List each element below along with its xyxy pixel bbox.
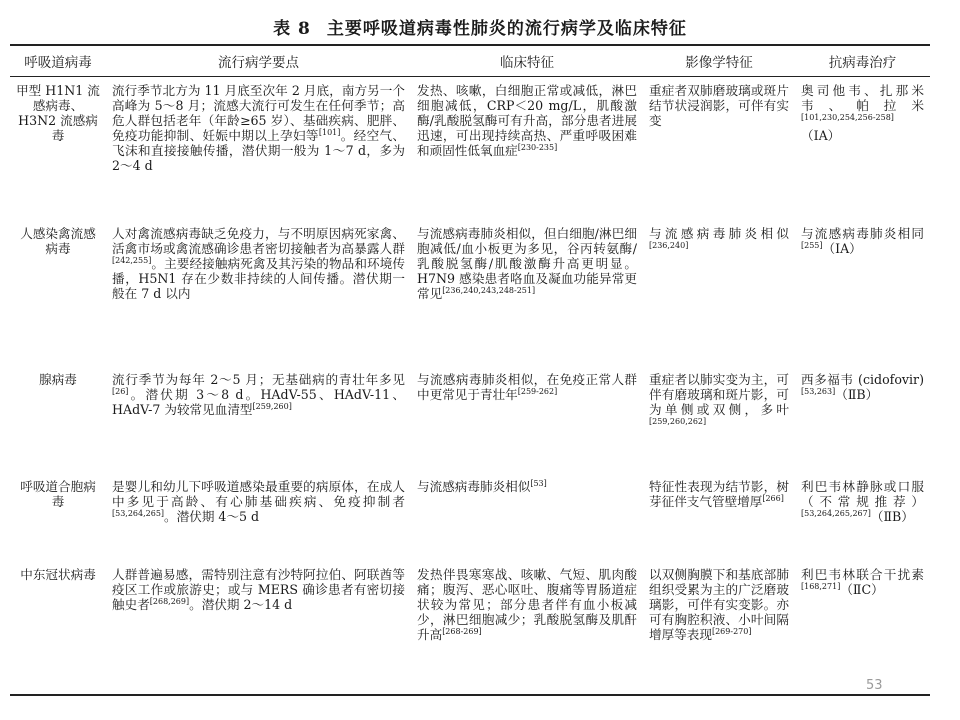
cell-treatment: 奥司他韦、扎那米韦、帕拉米[101,230,254,256-258]（ⅠA） (801, 83, 924, 143)
cell-clinical: 与流感病毒肺炎相似[53] (417, 479, 547, 494)
cell-treatment: 利巴韦林联合干扰素[168,271]（ⅡC） (801, 567, 924, 597)
table-header-row (10, 45, 930, 77)
cell-clinical: 与流感病毒肺炎相似，在免疫正常人群中更常见于青壮年[259-262] (417, 372, 637, 402)
header-clinical: 临床特征 (500, 55, 554, 71)
table-row (10, 220, 930, 366)
table-row (10, 366, 930, 473)
header-epidemiology: 流行病学要点 (218, 55, 299, 71)
table-number: 表 8 (273, 19, 311, 39)
cell-epidemiology: 流行季节北方为 11 月底至次年 2 月底，南方另一个高峰为 5～8 月；流感大流行可发生在任何季节；高危人群包括老年（年龄≥65 岁）、基础疾病、肥胖、免疫功能抑制、妊娠中期以上孕妇等[101]。经空气、飞沫和直接接触传播，潜伏期一般为 1～7 d，多为 2～4 d (112, 83, 406, 173)
epidemiology-table (10, 44, 930, 696)
cell-treatment: 与流感病毒肺炎相同[255]（ⅠA） (801, 226, 924, 256)
cell-treatment: 利巴韦林静脉或口服（不常规推荐）[53,264,265,267]（ⅡB） (801, 479, 924, 524)
cell-clinical: 发热、咳嗽，白细胞正常或减低，淋巴细胞减低，CRP＜20 mg/L，肌酸激酶/乳酸脱氢酶可有升高，部分患者进展迅速，可出现持续高热、严重呼吸困难和顽固性低氧血症[230-235] (417, 83, 637, 158)
header-imaging: 影像学特征 (685, 55, 753, 71)
table-row (10, 473, 930, 561)
table-row (10, 561, 930, 695)
cell-imaging: 以双侧胸膜下和基底部肺组织受累为主的广泛磨玻璃影，可伴有实变影。亦可有胸腔积液、小叶间隔增厚等表现[269-270] (649, 567, 789, 642)
cell-imaging: 特征性表现为结节影，树芽征伴支气管壁增厚[266] (649, 479, 789, 509)
header-treatment: 抗病毒治疗 (828, 55, 897, 71)
cell-virus: 中东冠状病毒 (20, 567, 96, 582)
table-row (10, 77, 930, 221)
table-title-text: 主要呼吸道病毒性肺炎的流行病学及临床特征 (326, 19, 687, 39)
cell-imaging: 重症者以肺实变为主，可伴有磨玻璃和斑片影，可为单侧或双侧，多叶[259,260,262] (649, 372, 789, 426)
cell-epidemiology: 是婴儿和幼儿下呼吸道感染最重要的病原体，在成人中多见于高龄、有心肺基础疾病、免疫抑制者[53,264,265]。潜伏期 4～5 d (112, 479, 405, 524)
cell-virus: 腺病毒 (39, 372, 77, 387)
cell-epidemiology: 流行季节为每年 2～5 月；无基础病的青壮年多见[26]。潜伏期 3～8 d。HAdV-55、HAdV-11、HAdV-7 为较常见血清型[259,260] (112, 372, 405, 417)
cell-virus: 人感染禽流感病毒 (20, 226, 96, 256)
cell-epidemiology: 人对禽流感病毒缺乏免疫力，与不明原因病死家禽、活禽市场或禽流感确诊患者密切接触者为高暴露人群[242,255]。主要经接触病死禽及其污染的物品和环境传播，H5N1 存在少数非持续的人间传播。潜伏期一般在 7 d 以内 (112, 226, 405, 301)
header-virus: 呼吸道病毒 (24, 55, 92, 71)
page-number: 53 (866, 678, 883, 693)
cell-treatment: 西多福韦 (cidofovir)[53,263]（ⅡB） (801, 372, 924, 402)
cell-clinical: 发热伴畏寒寒战、咳嗽、气短、肌肉酸痛；腹泻、恶心呕吐、腹痛等胃肠道症状较为常见；部分患者伴有血小板减少，淋巴细胞减少；乳酸脱氢酶及肌酐升高[268-269] (417, 567, 637, 642)
table-title (0, 14, 960, 39)
cell-virus: 甲型 H1N1 流感病毒、H3N2 流感病毒 (16, 83, 100, 143)
cell-imaging: 重症者双肺磨玻璃或斑片结节状浸润影，可伴有实变 (649, 83, 789, 128)
cell-imaging: 与流感病毒肺炎相似[236,240] (649, 226, 789, 250)
cell-epidemiology: 人群普遍易感，需特别注意有沙特阿拉伯、阿联酋等疫区工作或旅游史；或与 MERS 确诊患者有密切接触史者[268,269]。潜伏期 2～14 d (112, 567, 405, 612)
cell-clinical: 与流感病毒肺炎相似，但白细胞/淋巴细胞减低/血小板更为多见，谷丙转氨酶/乳酸脱氢酶/肌酸激酶升高更明显。H7N9 感染患者咯血及凝血功能异常更常见[236,240,243,248-251] (417, 226, 637, 301)
cell-virus: 呼吸道合胞病毒 (20, 479, 96, 509)
